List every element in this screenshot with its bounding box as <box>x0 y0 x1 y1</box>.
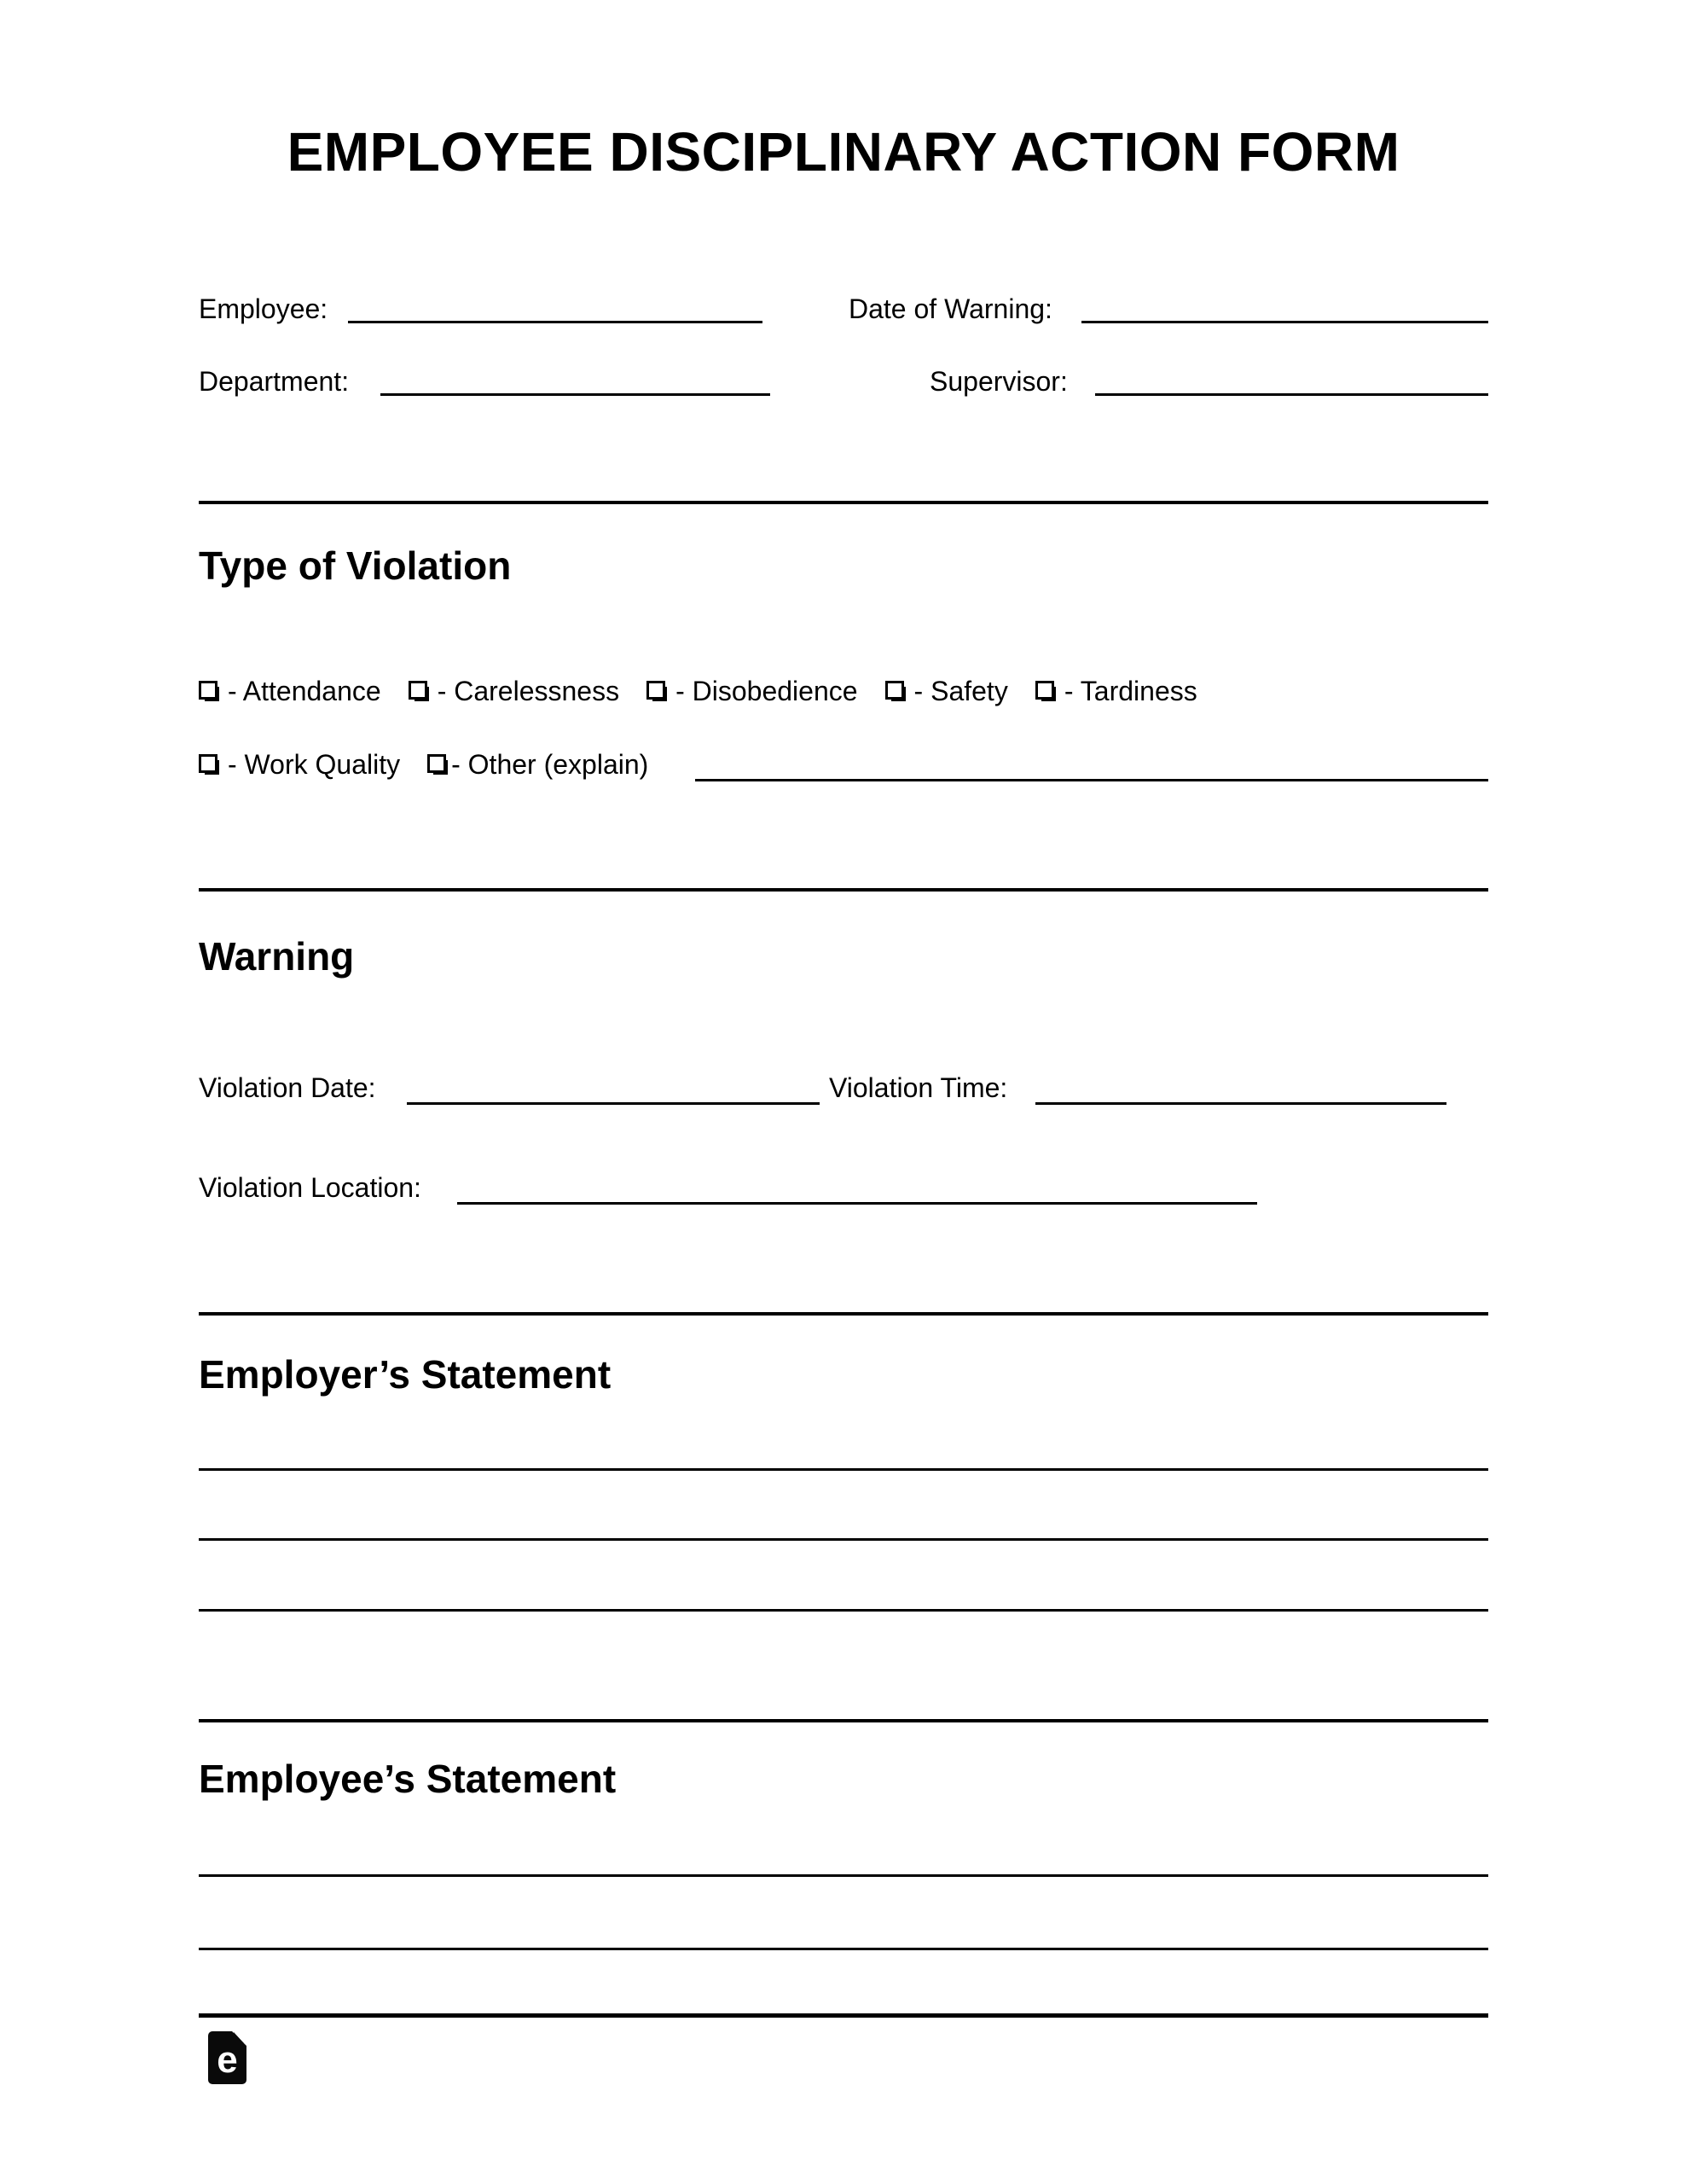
employee-statement-line-2[interactable] <box>199 1948 1488 1950</box>
checkbox-disobedience[interactable] <box>646 675 857 707</box>
checkbox-label: - Carelessness <box>437 676 620 706</box>
other-explain-field-line[interactable] <box>695 779 1488 781</box>
employee-field-line[interactable] <box>348 321 762 323</box>
checkbox-label: - Tardiness <box>1064 676 1197 706</box>
checkbox-label: - Other (explain) <box>451 749 649 780</box>
supervisor-field-line[interactable] <box>1095 393 1488 396</box>
employer-statement-line-2[interactable] <box>199 1538 1488 1541</box>
employee-statement-heading: Employee’s Statement <box>199 1757 617 1801</box>
violation-checkbox-row-1 <box>199 675 1225 707</box>
checkbox-label: - Attendance <box>228 676 381 706</box>
department-field-line[interactable] <box>380 393 770 396</box>
violation-location-field-line[interactable] <box>457 1202 1257 1205</box>
employer-statement-heading: Employer’s Statement <box>199 1352 612 1397</box>
checkbox-icon[interactable] <box>409 681 429 701</box>
section-divider-1 <box>199 501 1488 504</box>
employer-statement-line-3[interactable] <box>199 1609 1488 1612</box>
section-divider-3 <box>199 1312 1488 1316</box>
employee-statement-line-3[interactable] <box>199 2013 1488 2018</box>
violation-time-label: Violation Time: <box>829 1072 1008 1103</box>
violation-date-label: Violation Date: <box>199 1072 376 1103</box>
violation-heading: Type of Violation <box>199 543 512 588</box>
section-divider-2 <box>199 888 1488 892</box>
checkbox-tardiness[interactable] <box>1035 675 1197 707</box>
employee-label: Employee: <box>199 293 328 324</box>
page-title: EMPLOYEE DISCIPLINARY ACTION FORM <box>287 121 1400 183</box>
violation-date-field-line[interactable] <box>407 1102 820 1105</box>
date-of-warning-label: Date of Warning: <box>849 293 1052 324</box>
eforms-logo-icon <box>208 2031 246 2084</box>
checkbox-label: - Work Quality <box>228 749 401 780</box>
violation-time-field-line[interactable] <box>1035 1102 1446 1105</box>
section-divider-4 <box>199 1719 1488 1722</box>
checkbox-safety[interactable] <box>885 675 1008 707</box>
department-label: Department: <box>199 366 350 397</box>
supervisor-label: Supervisor: <box>930 366 1068 397</box>
checkbox-icon[interactable] <box>885 681 906 701</box>
checkbox-work-quality[interactable] <box>199 748 400 781</box>
checkbox-icon[interactable] <box>199 681 219 701</box>
date-of-warning-field-line[interactable] <box>1081 321 1488 323</box>
employer-statement-line-1[interactable] <box>199 1468 1488 1471</box>
checkbox-icon[interactable] <box>1035 681 1056 701</box>
employee-statement-line-1[interactable] <box>199 1874 1488 1877</box>
checkbox-label: - Disobedience <box>675 676 858 706</box>
checkbox-label: - Safety <box>913 676 1008 706</box>
checkbox-other[interactable] <box>427 748 648 781</box>
violation-checkbox-row-2 <box>199 748 675 781</box>
checkbox-icon[interactable] <box>199 754 219 775</box>
violation-location-label: Violation Location: <box>199 1172 421 1203</box>
checkbox-carelessness[interactable] <box>409 675 619 707</box>
warning-heading: Warning <box>199 934 355 979</box>
checkbox-icon[interactable] <box>646 681 667 701</box>
checkbox-attendance[interactable] <box>199 675 381 707</box>
eforms-logo-letter: e <box>217 2039 238 2081</box>
checkbox-icon[interactable] <box>427 754 448 775</box>
